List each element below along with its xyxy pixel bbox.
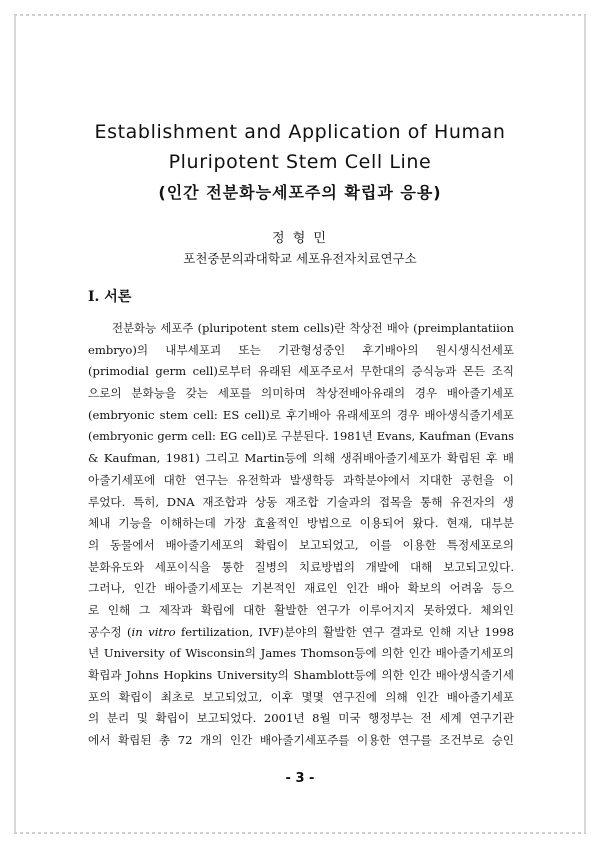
body-line: 그러나, 인간 배아줄기세포는 기본적인 재료인 인간 배아 확보의 어려움 등으 [88,581,514,596]
body-line: 체내 기능을 이해하는데 가장 효율적인 방법으로 이용되어 왔다. 현재, 대부분 [88,516,514,531]
body-line: 분화유도와 세포이식을 통한 질병의 치료방법의 개발에 대해 보고되고있다. [88,559,514,574]
title-line-1: Establishment and Application of Human [94,121,506,143]
author-affiliation: 포천중문의과대학교 세포유전자치료연구소 [183,251,417,266]
body-line: (embryonic germ cell: EG cell)로 구분된다. 1981년 Evans, Kaufman (Evans [88,429,514,444]
author-name: 정 형 민 [272,231,328,246]
body-line: 확립과 Johns Hopkins University의 Shamblott등에 의한 인간 배아생식줄기세 [88,668,514,682]
body-line: 로 인해 그 제작과 확립에 대한 활발한 연구가 이루어지지 못하였다. 체외인 [88,602,514,617]
body-line: 공수정 (in vitro fertilization, IVF)분야의 활발한 연구 결과로 인해 지난 1998 [88,624,514,639]
body-line: (embryonic stem cell: ES cell)로 후기배아 유래세포의 경우 배아생식줄기세포 [88,407,514,422]
body-line: 에서 확립된 총 72 개의 인간 배아줄기세포주를 이용한 연구를 조건부로 승인 [88,733,514,748]
body-line: (primodial germ cell)로부터 유래된 세포주로서 무한대의 증식능과 몬든 조직 [88,364,514,379]
title-korean: (인간 전분화능세포주의 확립과 응용) [158,183,442,202]
body-line: 으로의 분화능을 갖는 세포를 의미하며 착상전배아유래의 경우 배아줄기세포 [88,386,514,401]
title-line-2: Pluripotent Stem Cell Line [168,151,432,173]
section-heading: I. 서론 [88,289,132,305]
in-vitro-emphasis: in vitro [131,624,176,639]
body-line: embryo)의 내부세포괴 또는 기관형성중인 후기배아의 원시생식선세포 [88,342,514,357]
body-line: 아줄기세포에 대한 연구는 유전학과 발생학등 과학분야에서 지대한 공헌을 이 [88,472,514,487]
body-line: & Kaufman, 1981) 그리고 Martin등에 의해 생쥐배아줄기세포가 확립된 후 배 [88,451,514,466]
page-number: - 3 - [285,771,315,786]
body-line: 전분화능 세포주 (pluripotent stem cells)란 착상전 배아 (preimplantatiion [112,321,514,335]
body-text [88,318,514,752]
body-line: 의 분리 및 확립이 보고되었다. 2001년 8월 미국 행정부는 전 세계 연구기관 [88,711,514,726]
body-line: 의 동물에서 배아줄기세포의 확립이 보고되었고, 이를 이용한 특정세포로의 [88,537,514,552]
body-line: 년 University of Wisconsin의 James Thomson등에 의한 인간 배아줄기세포의 [88,646,514,661]
body-line: 포의 확립이 최초로 보고되었고, 이후 몇몇 연구진에 의해 인간 배아줄기세포 [88,689,514,704]
body-line: 루었다. 특히, DNA 재조합과 상동 재조합 기술과의 접목을 통해 유전자의 생 [88,494,514,509]
